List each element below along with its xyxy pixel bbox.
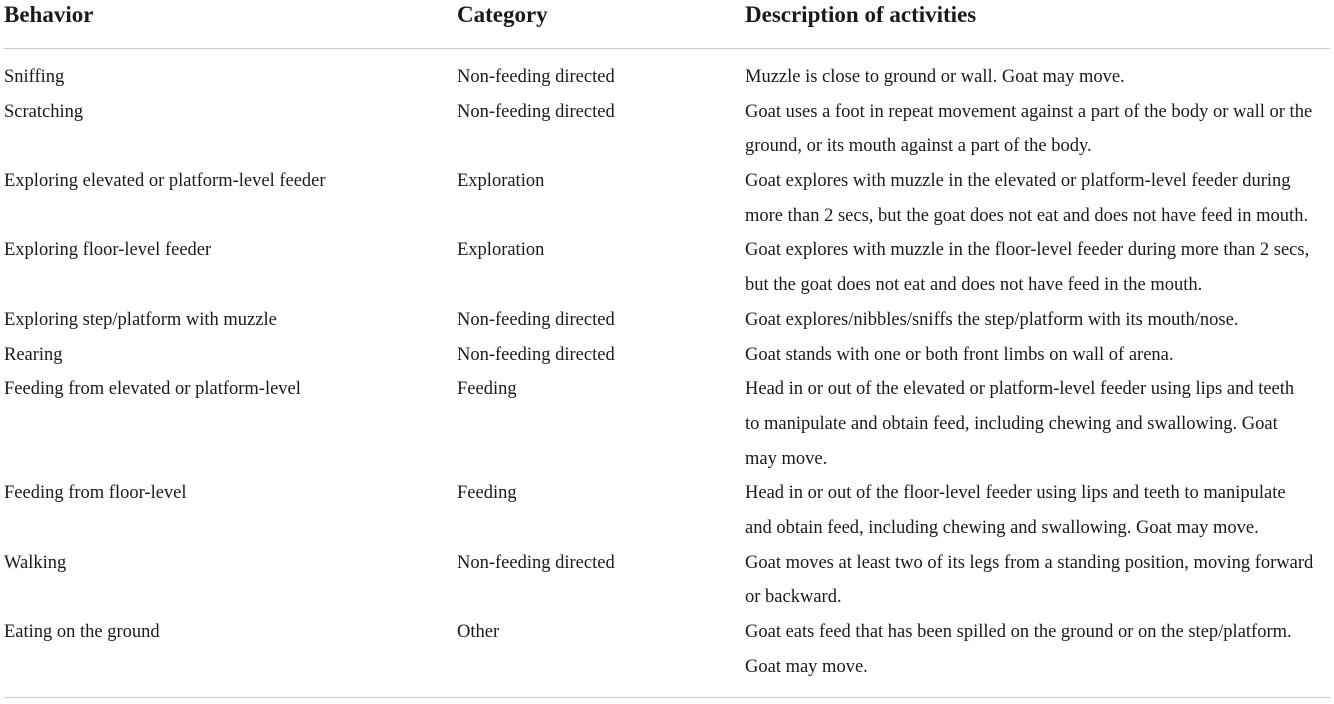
- cell-description: [745, 164, 1333, 233]
- cell-category: Non-feeding directed: [457, 552, 615, 573]
- table-row: [4, 476, 1330, 545]
- description-line: Goat may move.: [745, 656, 868, 677]
- cell-category: Non-feeding directed: [457, 101, 615, 122]
- header-description: Description of activities: [745, 2, 977, 27]
- description-line: Head in or out of the floor-level feeder using lips and teeth to manipulate: [745, 483, 1286, 504]
- cell-behavior: Feeding from floor-level: [4, 483, 187, 504]
- description-line: Muzzle is close to ground or wall. Goat may move.: [745, 67, 1125, 87]
- description-line: Goat uses a foot in repeat movement against a part of the body or wall or the: [745, 101, 1313, 122]
- cell-description: [745, 233, 1333, 302]
- description-line: Goat eats feed that has been spilled on the ground or on the step/platform.: [745, 622, 1292, 643]
- cell-category: Non-feeding directed: [457, 309, 615, 330]
- description-line: ground, or its mouth against a part of the body.: [745, 136, 1092, 157]
- description-line: but the goat does not eat and does not have feed in the mouth.: [745, 275, 1203, 296]
- cell-category: Exploration: [457, 240, 545, 261]
- cell-behavior: Exploring elevated or platform-level feeder: [4, 171, 326, 192]
- cell-category: Non-feeding directed: [457, 344, 615, 365]
- header-behavior: Behavior: [4, 2, 94, 27]
- cell-category: Feeding: [457, 483, 517, 504]
- table-row: [4, 615, 1330, 684]
- cell-behavior: Scratching: [4, 101, 84, 122]
- description-line: Goat stands with one or both front limbs on wall of arena.: [745, 344, 1174, 365]
- cell-category: Non-feeding directed: [457, 67, 615, 87]
- description-line: or backward.: [745, 587, 842, 608]
- table-row: [4, 95, 1330, 164]
- table-bottom-rule: [4, 697, 1330, 698]
- cell-description: [745, 303, 1333, 338]
- cell-description: [745, 476, 1333, 545]
- description-line: Head in or out of the elevated or platform-level feeder using lips and teeth: [745, 379, 1295, 400]
- cell-description: [745, 95, 1333, 164]
- cell-behavior: Sniffing: [4, 67, 65, 87]
- cell-behavior: Exploring step/platform with muzzle: [4, 309, 277, 330]
- cell-behavior: Exploring floor-level feeder: [4, 240, 212, 261]
- cell-category: Exploration: [457, 171, 545, 192]
- table-row: [4, 164, 1330, 233]
- cell-description: [745, 338, 1333, 373]
- description-line: more than 2 secs, but the goat does not eat and does not have feed in mouth.: [745, 205, 1309, 226]
- description-line: to manipulate and obtain feed, including chewing and swallowing. Goat: [745, 413, 1278, 434]
- cell-behavior: Rearing: [4, 344, 63, 365]
- cell-description: [745, 615, 1333, 684]
- table-header: [4, 0, 1330, 49]
- cell-behavior: Walking: [4, 552, 67, 573]
- description-line: Goat explores with muzzle in the elevated or platform-level feeder during: [745, 171, 1291, 192]
- table-body: [4, 60, 1330, 685]
- table-row: [4, 233, 1330, 302]
- table-row: [4, 338, 1330, 373]
- description-line: Goat moves at least two of its legs from a standing position, moving forward: [745, 552, 1314, 573]
- header-category: Category: [457, 2, 548, 27]
- cell-description: [745, 60, 1333, 95]
- table-row: [4, 546, 1330, 615]
- cell-behavior: Feeding from elevated or platform-level: [4, 379, 301, 400]
- cell-description: [745, 546, 1333, 615]
- cell-description: [745, 372, 1333, 476]
- cell-behavior: Eating on the ground: [4, 622, 160, 643]
- description-line: Goat explores/nibbles/sniffs the step/platform with its mouth/nose.: [745, 309, 1239, 330]
- description-line: and obtain feed, including chewing and swallowing. Goat may move.: [745, 518, 1259, 539]
- cell-category: Other: [457, 622, 500, 643]
- table-row: [4, 303, 1330, 338]
- table-row: [4, 60, 1330, 95]
- description-line: may move.: [745, 448, 828, 469]
- table-row: [4, 372, 1330, 476]
- cell-category: Feeding: [457, 379, 517, 400]
- description-line: Goat explores with muzzle in the floor-level feeder during more than 2 secs,: [745, 240, 1310, 261]
- behavior-table: [4, 0, 1330, 677]
